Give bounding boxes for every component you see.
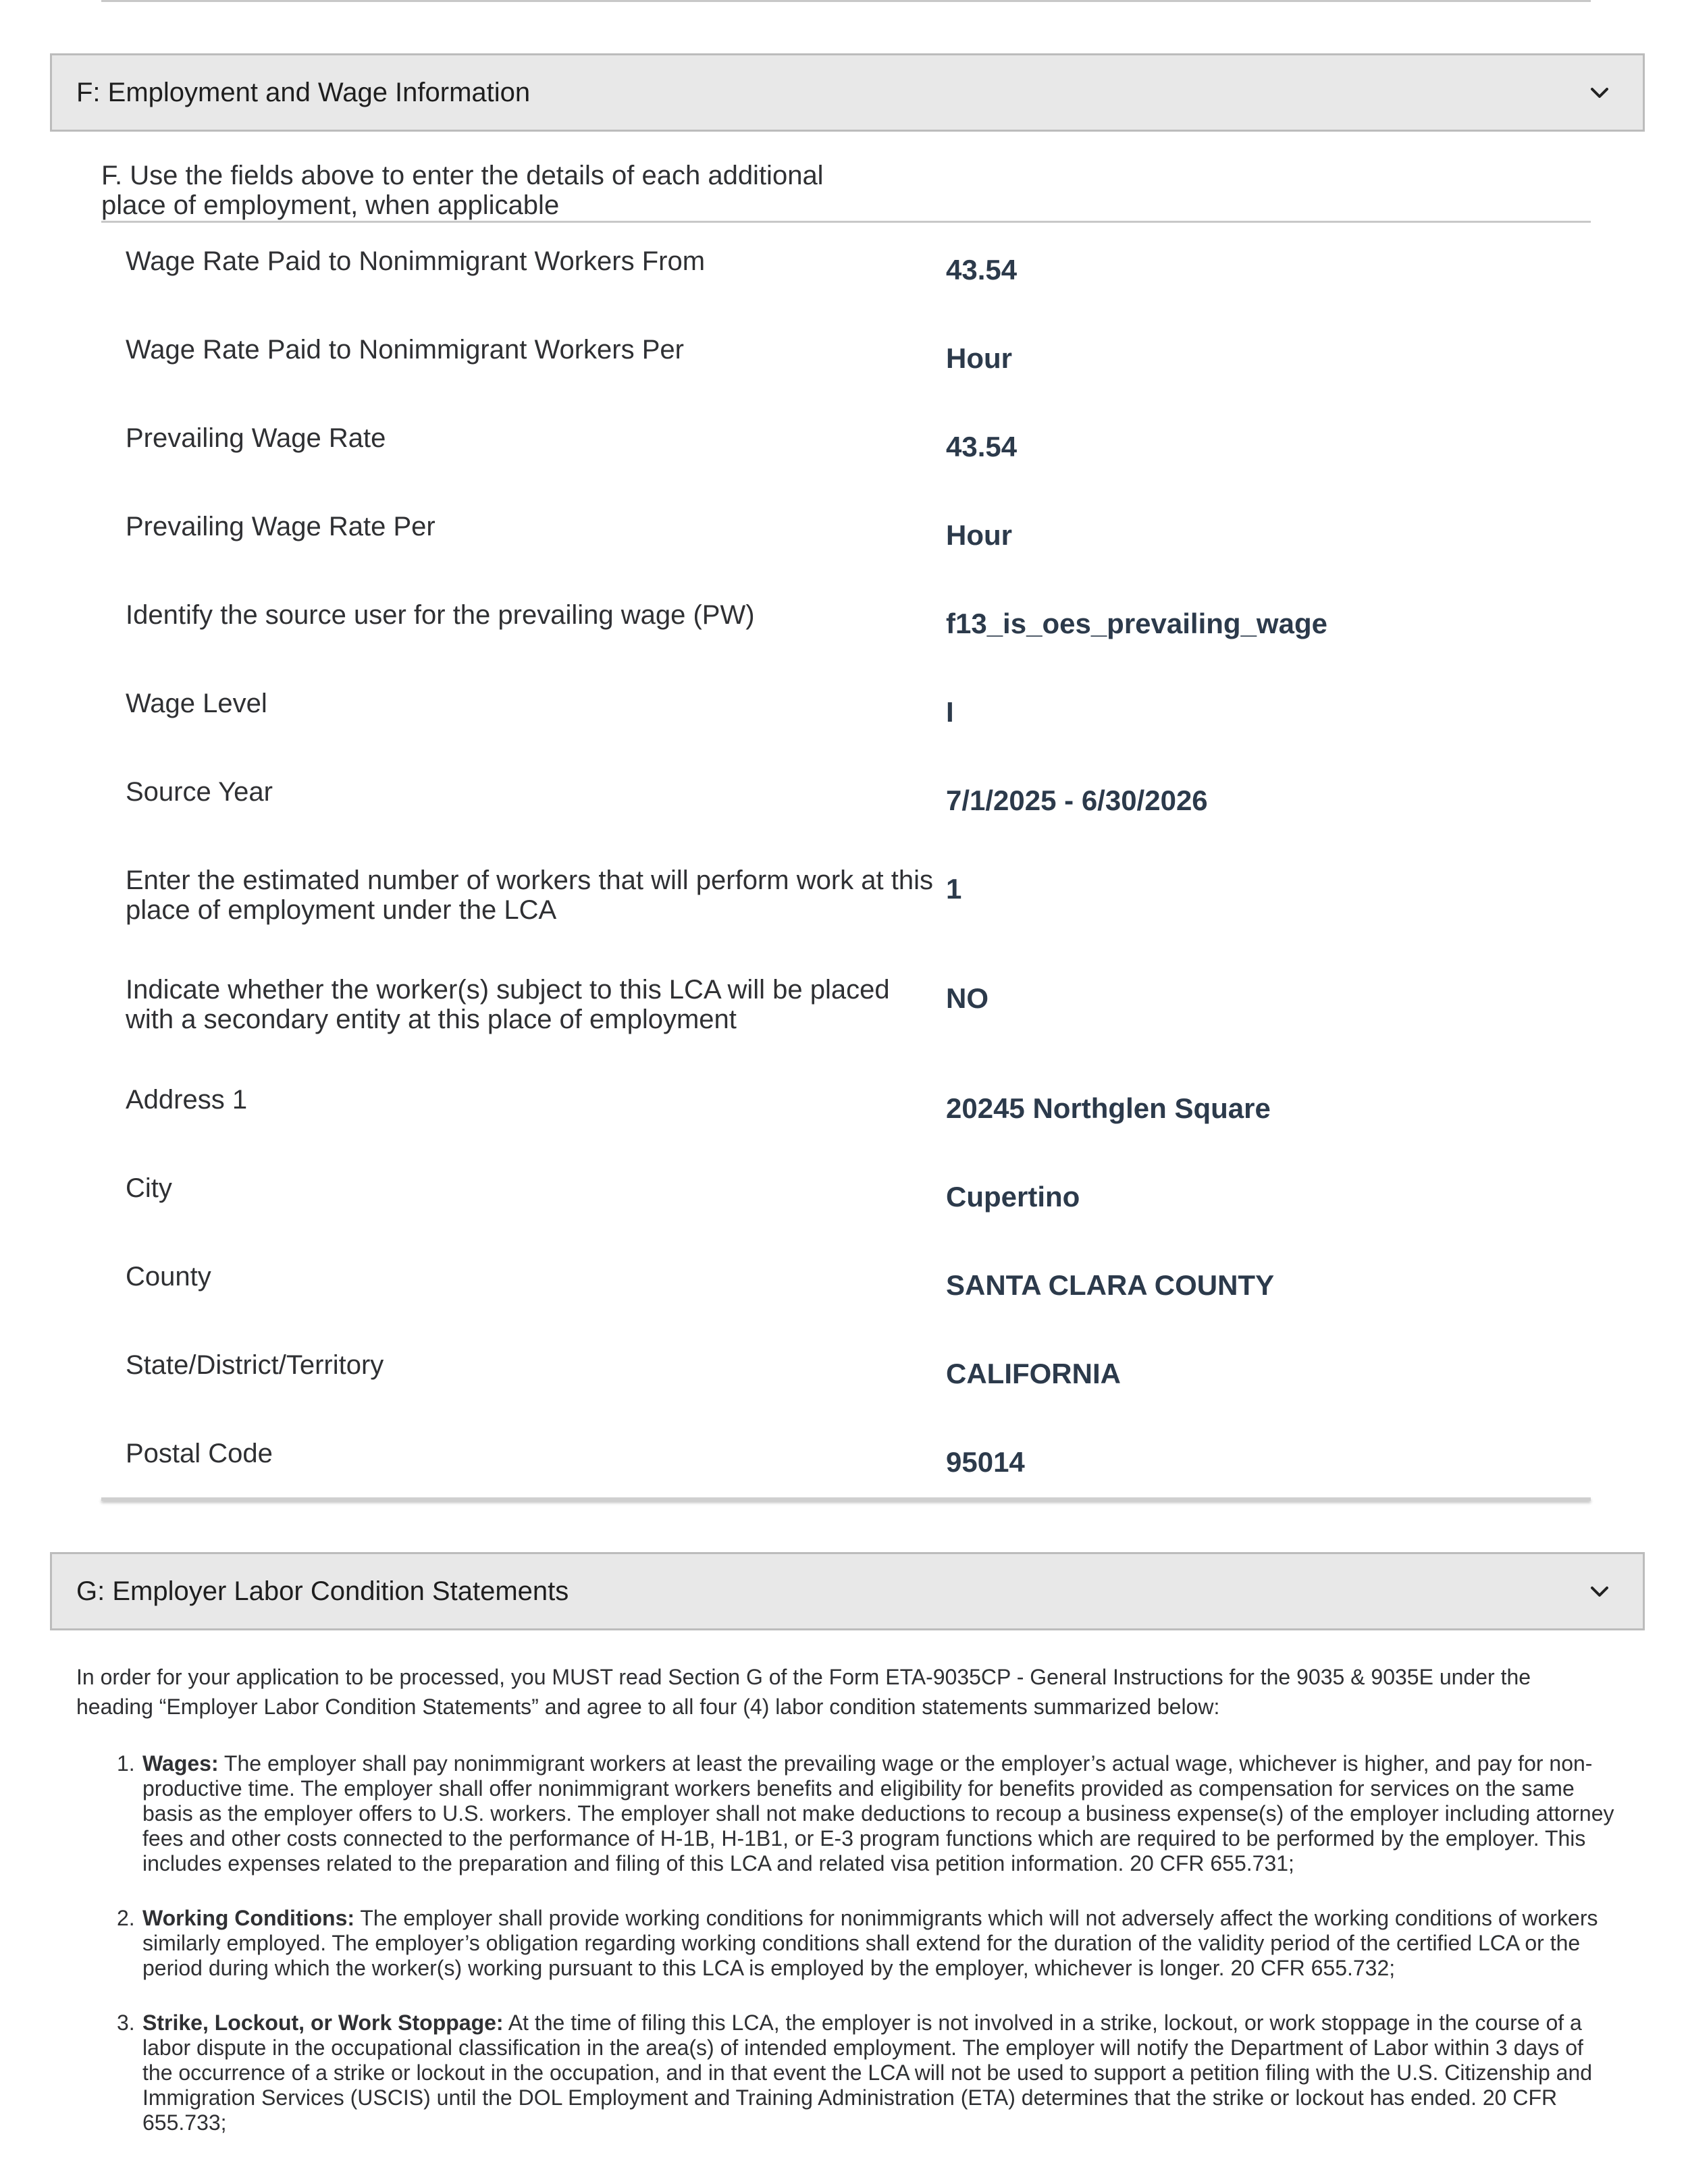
section-g-title: G: Employer Labor Condition Statements — [76, 1576, 569, 1606]
field-label: Wage Rate Paid to Nonimmigrant Workers From — [126, 246, 706, 276]
section-g-header[interactable] — [50, 1552, 1645, 1630]
chevron-down-icon[interactable] — [1586, 1578, 1613, 1605]
section-f-bottom-divider — [101, 1497, 1591, 1501]
field-label: Prevailing Wage Rate — [126, 423, 386, 453]
field-label: Indicate whether the worker(s) subject to this LCA will be placed with a secondary entity at this place of employment — [126, 975, 890, 1034]
item-text: At the time of filing this LCA, the employer is not involved in a strike, lockout, or work stoppage in the course of a labor dispute in the occupational classification in the area(s) of intended employment. The employer will notify the Department of Labor within 3 days of the occurrence of a strike or lockout in the occupation, and in that event the LCA will not be used to support a petition filing with the U.S. Citizenship and Immigration Services (USCIS) until the DOL Employment and Training Administration (ETA) determines that the strike or lockout has ended. 20 CFR 655.733; — [142, 2010, 1593, 2135]
list-number: 3. — [117, 2010, 135, 2035]
item-title: Wages: — [142, 1751, 219, 1776]
item-title: Working Conditions: — [142, 1906, 355, 1930]
field-label: Postal Code — [126, 1439, 273, 1468]
field-label: Wage Rate Paid to Nonimmigrant Workers Per — [126, 335, 684, 365]
item-text: The employer shall pay nonimmigrant workers at least the prevailing wage or the employer’s actual wage, whichever is higher, and pay for non-productive time. The employer shall offer nonimmigrant workers benefits and eligibility for benefits provided as compensation for services on the same basis as the employer offers to U.S. workers. The employer shall not make deductions to recoup a business expense(s) of the employer including attorney fees and other costs connected to the performance of H-1B, H-1B1, or E-3 program functions which are required to be performed by the employer. This includes expenses related to the preparation and filing of this LCA and related visa petition information. 20 CFR 655.731; — [142, 1751, 1614, 1875]
field-label: City — [126, 1173, 172, 1203]
chevron-down-icon[interactable] — [1586, 80, 1613, 107]
field-label: Wage Level — [126, 689, 267, 718]
field-label: Identify the source user for the prevailing wage (PW) — [126, 600, 755, 630]
section-f-intro: F. Use the fields above to enter the details of each additional place of employment, when applicable — [101, 161, 824, 220]
list-number: 2. — [117, 1906, 135, 1930]
field-label: Address 1 — [126, 1085, 248, 1115]
section-f-title: F: Employment and Wage Information — [76, 78, 531, 107]
field-value: I — [946, 696, 954, 728]
field-label: Prevailing Wage Rate Per — [126, 512, 436, 541]
item-title: Strike, Lockout, or Work Stoppage: — [142, 2010, 504, 2035]
section-g-intro: In order for your application to be processed, you MUST read Section G of the Form ETA-9035CP - General Instructions for the 9035 & 9035E under the heading “Employer Labor Condition Statements” and agree to all four (4) labor condition statements summarized below: — [76, 1665, 1531, 1719]
field-value: f13_is_oes_prevailing_wage — [946, 608, 1327, 639]
field-value: CALIFORNIA — [946, 1358, 1121, 1389]
field-value: 20245 Northglen Square — [946, 1092, 1271, 1124]
field-value: 95014 — [946, 1446, 1025, 1478]
field-label: State/District/Territory — [126, 1350, 384, 1380]
field-value: Hour — [946, 342, 1012, 374]
top-divider — [101, 0, 1591, 2]
field-label: Enter the estimated number of workers that will perform work at this place of employment under the LCA — [126, 865, 934, 925]
list-number: 1. — [117, 1751, 135, 1776]
list-item — [76, 1906, 1616, 1981]
labor-condition-list — [76, 1751, 1616, 2165]
field-value: 1 — [946, 873, 962, 905]
field-label: County — [126, 1262, 211, 1291]
list-item — [76, 1751, 1616, 1876]
field-value: SANTA CLARA COUNTY — [946, 1269, 1275, 1301]
list-item — [76, 2010, 1616, 2135]
item-text: The employer shall provide working conditions for nonimmigrants which will not adversely affect the working conditions of workers similarly employed. The employer’s obligation regarding working conditions shall extend for the duration of the validity period of the certified LCA or the period during which the worker(s) working pursuant to this LCA is employed by the employer, whichever is longer. 20 CFR 655.732; — [142, 1906, 1598, 1980]
field-value: 43.54 — [946, 431, 1018, 462]
intro-divider — [101, 221, 1591, 223]
field-value: NO — [946, 982, 988, 1014]
field-value: Cupertino — [946, 1181, 1080, 1213]
field-value: 43.54 — [946, 254, 1018, 286]
section-f-header[interactable] — [50, 53, 1645, 132]
field-label: Source Year — [126, 777, 273, 807]
field-value: 7/1/2025 - 6/30/2026 — [946, 784, 1208, 816]
field-value: Hour — [946, 519, 1012, 551]
